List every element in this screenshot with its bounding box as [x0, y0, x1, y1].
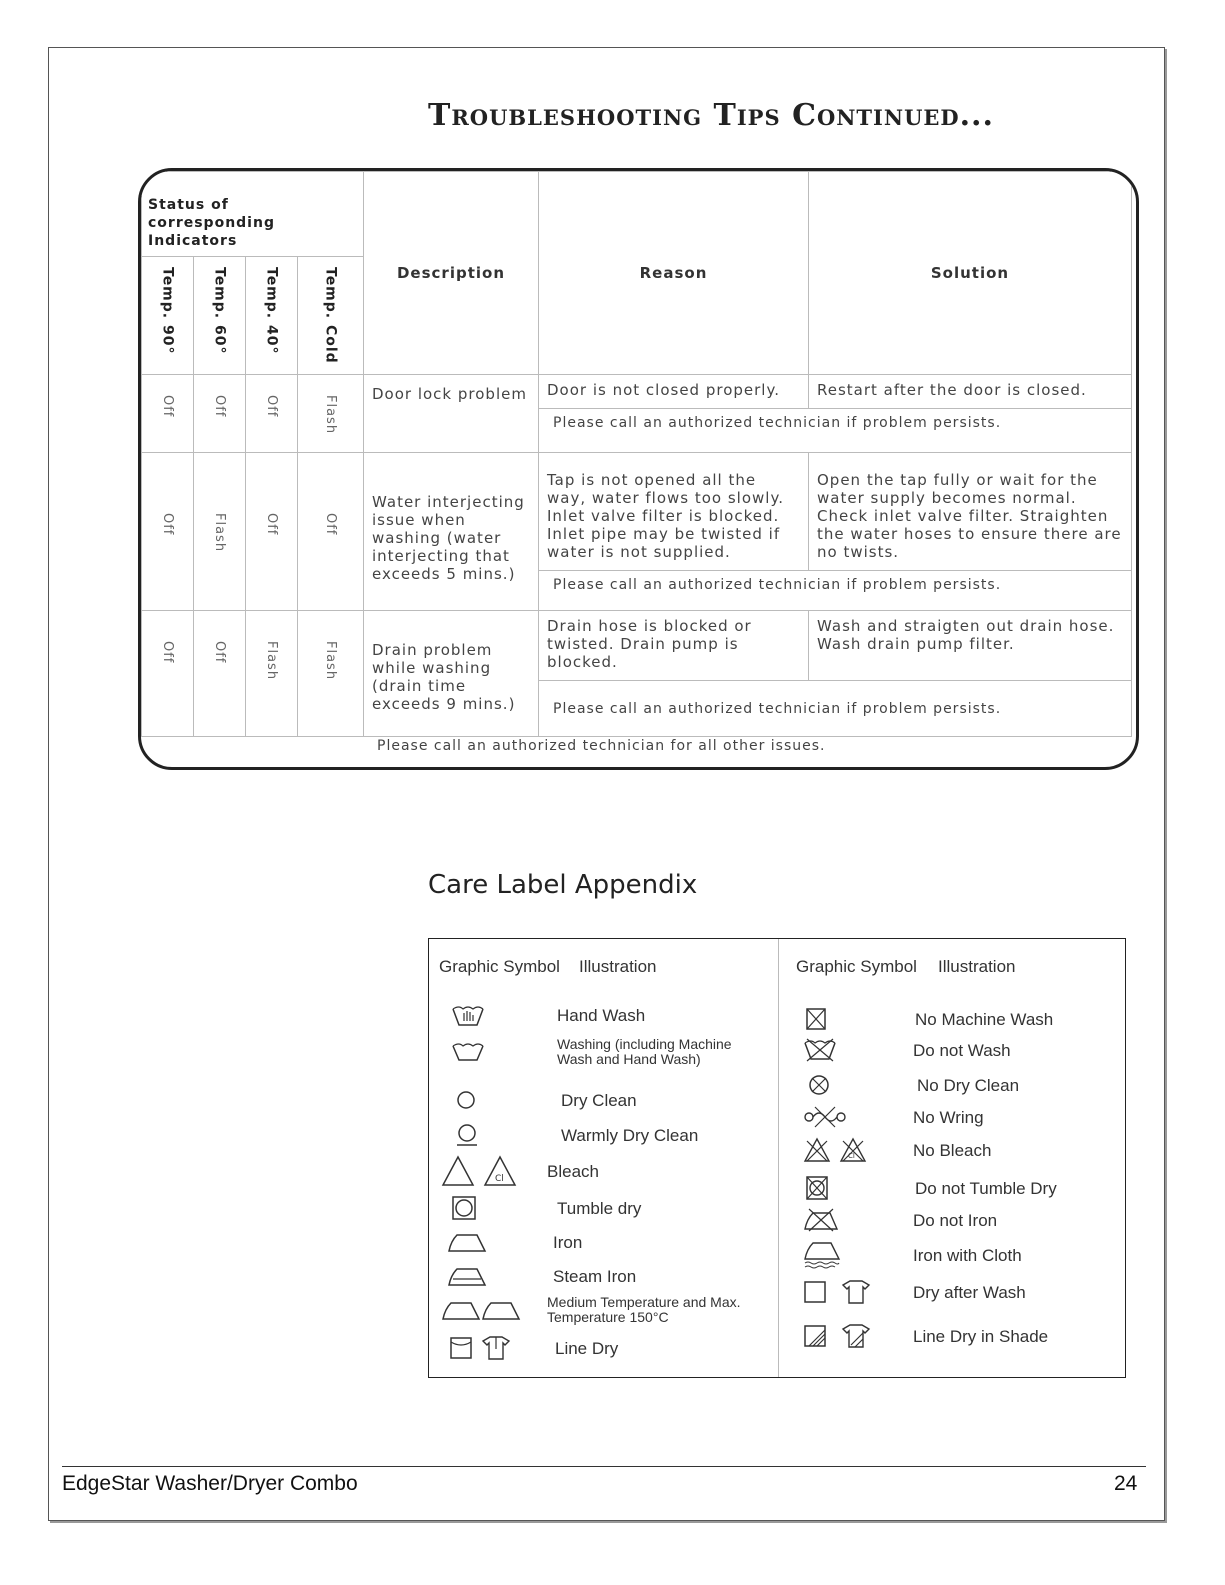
bleach-cl-mark: Cl — [495, 1174, 504, 1184]
care-item — [441, 1195, 641, 1221]
indicator-state: Off — [264, 395, 279, 418]
iron-cloth-icon — [803, 1241, 913, 1269]
care-item — [803, 1007, 1053, 1031]
reason-header: Reason — [539, 172, 809, 375]
indicator-state: Off — [212, 395, 227, 418]
left-symbol-header: Graphic Symbol — [439, 957, 560, 976]
crossed-square-icon — [803, 1007, 915, 1031]
right-illustration-header: Illustration — [938, 957, 1016, 976]
indicator-state: Flash — [264, 641, 279, 681]
call-technician-cell: Please call an authorized technician if problem persists. — [539, 409, 1132, 453]
call-technician-cell: Please call an authorized technician if problem persists. — [539, 571, 1132, 611]
care-item — [441, 1089, 637, 1111]
care-item — [441, 1335, 618, 1361]
crossed-iron-icon — [803, 1207, 913, 1233]
indicator-state: Off — [160, 395, 175, 418]
state-cell — [246, 611, 298, 737]
description-cell: Water interjecting issue when washing (water interjecting that exceeds 5 mins.) — [364, 453, 539, 611]
care-item — [803, 1207, 997, 1233]
line-dry-icon — [441, 1335, 549, 1361]
iron-icon — [441, 1231, 547, 1253]
care-label: Do not Tumble Dry — [915, 1178, 1057, 1198]
care-label: Hand Wash — [557, 1005, 646, 1025]
care-item — [441, 1123, 698, 1147]
crossed-tub-icon — [803, 1037, 913, 1063]
solution-cell: Wash and straigten out drain hose. Wash drain pump filter. — [809, 611, 1132, 681]
state-cell — [246, 453, 298, 611]
circle-underline-icon — [441, 1123, 555, 1147]
right-symbol-header: Graphic Symbol — [796, 957, 917, 976]
care-label: Warmly Dry Clean — [561, 1125, 699, 1145]
left-illustration-header: Illustration — [579, 957, 657, 976]
indicator-state: Flash — [323, 641, 338, 681]
indicator-state: Off — [323, 513, 338, 536]
indicator-header: Temp. 90° — [159, 267, 176, 355]
solution-cell: Restart after the door is closed. — [809, 375, 1132, 409]
troubleshooting-table — [141, 171, 1132, 737]
care-label-title: Care Label Appendix — [428, 870, 698, 900]
care-item — [441, 1155, 599, 1187]
indicator-header-cell — [142, 257, 194, 375]
description-header: Description — [364, 172, 539, 375]
care-item — [803, 1137, 991, 1163]
description-cell: Door lock problem — [364, 375, 539, 453]
indicator-state: Off — [264, 513, 279, 536]
care-item — [803, 1073, 1019, 1097]
care-label: Medium Temperature and Max. Temperature 150°C — [547, 1294, 741, 1325]
care-label: Bleach — [547, 1161, 599, 1181]
troubleshoot-footer-note: Please call an authorized technician for all other issues. — [377, 738, 826, 754]
page-title: Troubleshooting Tips Continued... — [428, 98, 994, 133]
care-label: Iron with Cloth — [913, 1245, 1022, 1265]
care-item — [803, 1037, 1011, 1063]
care-label: Dry Clean — [561, 1090, 637, 1110]
reason-cell: Tap is not opened all the way, water flows too slowly. Inlet valve filter is blocked. Inlet pipe may be twisted if water is not supplied. — [539, 453, 809, 571]
care-item — [441, 1037, 761, 1067]
troubleshooting-table-box — [138, 168, 1139, 770]
dry-square-icon — [803, 1279, 913, 1305]
wash-tub-icon — [441, 1040, 551, 1064]
state-cell — [298, 375, 364, 453]
status-header: Status of corresponding Indicators — [142, 172, 364, 257]
indicator-header-cell — [298, 257, 364, 375]
crossed-tumble-icon — [803, 1175, 915, 1201]
crossed-wring-icon — [803, 1105, 913, 1129]
shade-dry-icon — [803, 1323, 913, 1349]
state-cell — [298, 453, 364, 611]
indicator-state: Off — [160, 513, 175, 536]
call-technician-cell: Please call an authorized technician if problem persists. — [539, 681, 1132, 737]
care-item — [441, 1295, 761, 1325]
indicator-header: Temp. 60° — [211, 267, 228, 355]
footer-rule — [62, 1466, 1146, 1467]
care-label: Do not Iron — [913, 1210, 998, 1230]
indicator-state: Off — [212, 641, 227, 664]
crossed-circle-icon — [803, 1073, 917, 1097]
reason-cell: Drain hose is blocked or twisted. Drain pump is blocked. — [539, 611, 809, 681]
care-label-table — [428, 938, 1126, 1378]
state-cell — [298, 611, 364, 737]
indicator-header-cell — [246, 257, 298, 375]
state-cell — [142, 611, 194, 737]
circle-icon — [441, 1089, 555, 1111]
indicator-state: Flash — [323, 395, 338, 435]
state-cell — [246, 375, 298, 453]
care-label: Dry after Wash — [913, 1282, 1026, 1302]
iron-double-icon — [441, 1299, 541, 1321]
care-label: Do not Wash — [913, 1040, 1011, 1060]
state-cell — [194, 375, 246, 453]
care-label: No Machine Wash — [915, 1009, 1054, 1029]
hand-wash-icon — [441, 1001, 551, 1029]
steam-iron-icon — [441, 1265, 547, 1287]
description-cell: Drain problem while washing (drain time exceeds 9 mins.) — [364, 611, 539, 737]
state-cell — [142, 375, 194, 453]
indicator-header: Temp. 40° — [263, 267, 280, 355]
state-cell — [142, 453, 194, 611]
care-item — [803, 1105, 984, 1129]
state-cell — [194, 453, 246, 611]
care-item — [803, 1323, 1048, 1349]
care-label: Line Dry in Shade — [913, 1326, 1049, 1346]
care-label: No Bleach — [913, 1140, 992, 1160]
indicator-state: Off — [160, 641, 175, 664]
care-item — [803, 1175, 1057, 1201]
tumble-dry-icon — [441, 1195, 551, 1221]
indicator-header: Temp. Cold — [322, 267, 339, 364]
reason-cell: Door is not closed properly. — [539, 375, 809, 409]
care-item — [441, 1265, 636, 1287]
footer-product-name: EdgeStar Washer/Dryer Combo — [62, 1472, 358, 1495]
solution-header: Solution — [809, 172, 1132, 375]
indicator-state: Flash — [212, 513, 227, 553]
care-label: Iron — [553, 1232, 583, 1252]
indicator-header-cell — [194, 257, 246, 375]
care-item — [803, 1241, 1022, 1269]
page-number: 24 — [1114, 1472, 1138, 1495]
care-label: Steam Iron — [553, 1266, 637, 1286]
care-label: No Wring — [913, 1107, 984, 1127]
crossed-triangle-icon — [803, 1137, 913, 1163]
no-bleach-cl-mark: Cl — [848, 1152, 855, 1160]
solution-cell: Open the tap fully or wait for the water supply becomes normal. Check inlet valve filter. Straighten the water hoses to ensure there are no twists. — [809, 453, 1132, 571]
care-label: No Dry Clean — [917, 1075, 1020, 1095]
care-item — [441, 1231, 582, 1253]
care-item — [441, 1001, 645, 1029]
triangle-icon — [441, 1155, 541, 1187]
care-item — [803, 1279, 1026, 1305]
state-cell — [194, 611, 246, 737]
care-label: Washing (including Machine Wash and Hand Wash) — [557, 1036, 732, 1067]
care-label: Line Dry — [555, 1338, 619, 1358]
care-divider — [778, 939, 779, 1377]
care-label: Tumble dry — [557, 1198, 642, 1218]
